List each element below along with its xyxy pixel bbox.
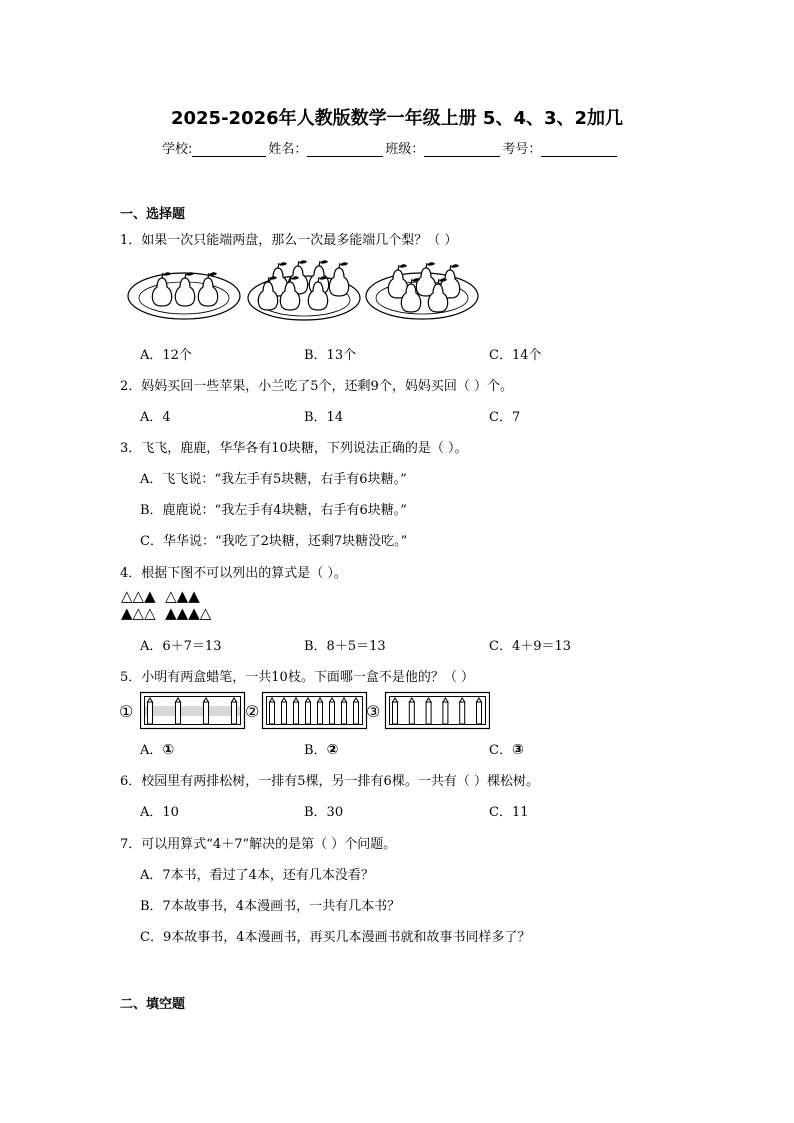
- q5-option-a-letter: A．: [140, 743, 163, 758]
- student-info-line: [162, 138, 619, 157]
- crayon: [148, 698, 153, 724]
- school-label: 学校:: [162, 142, 193, 157]
- pear-icon: [329, 262, 348, 296]
- q1-option-a[interactable]: A．12个: [140, 348, 192, 363]
- q1-option-b[interactable]: B．13个: [304, 348, 357, 363]
- q6-option-c[interactable]: C．11: [489, 805, 529, 820]
- school-blank[interactable]: [192, 142, 266, 157]
- q5-option-b-letter: B．: [304, 743, 327, 758]
- section-title-2: 二、填空题: [120, 997, 186, 1012]
- q5-option-b-mark: ②: [326, 742, 339, 758]
- exam-no-label: 考号：: [502, 142, 542, 157]
- triangles-row-1: △△▲ △▲▲: [121, 587, 200, 605]
- q4-option-c[interactable]: C．4＋9＝13: [489, 639, 572, 654]
- box-2-label: ②: [245, 702, 260, 721]
- crayon-boxes-figure: [140, 690, 490, 730]
- q5-option-c[interactable]: [489, 739, 524, 758]
- question-5: 5．小明有两盒蜡笔，一共10枝。下面哪一盒不是他的？（ ）: [120, 670, 474, 685]
- q1-option-c[interactable]: C．14个: [489, 348, 542, 363]
- question-4: 4．根据下图不可以列出的算式是（ ）。: [120, 566, 347, 581]
- exam-no-blank[interactable]: [541, 142, 617, 157]
- q2-option-c[interactable]: C．7: [489, 410, 521, 425]
- question-3: 3．飞飞，鹿鹿，华华各有10块糖，下列说法正确的是（ ）。: [120, 441, 468, 456]
- name-label: 姓名：: [268, 142, 308, 157]
- name-blank[interactable]: [307, 142, 383, 157]
- q7-option-c[interactable]: C．9本故事书，4本漫画书，再买几本漫画书就和故事书同样多了？: [140, 930, 531, 945]
- q3-option-c[interactable]: C．华华说：“我吃了2块糖，还剩7块糖没吃。”: [140, 534, 408, 549]
- crayon: [409, 698, 414, 724]
- crayon: [426, 698, 431, 724]
- q2-option-a[interactable]: A．4: [140, 410, 171, 425]
- pear-icon: [388, 264, 407, 298]
- crayon: [393, 698, 398, 724]
- crayon: [282, 698, 287, 724]
- q6-option-b[interactable]: B．30: [304, 805, 344, 820]
- plate-3: [366, 262, 478, 319]
- q5-option-c-letter: C．: [489, 743, 512, 758]
- crayon: [477, 698, 482, 724]
- crayon: [354, 698, 359, 724]
- q2-option-b[interactable]: B．14: [304, 410, 344, 425]
- crayon: [204, 698, 209, 724]
- plate-2: [248, 260, 360, 320]
- pear-plates-figure: [126, 260, 482, 326]
- q6-option-a[interactable]: A．10: [140, 805, 179, 820]
- plate-1: [128, 272, 240, 319]
- q3-option-b[interactable]: B．鹿鹿说：“我左手有4块糖，右手有6块糖。”: [140, 503, 407, 518]
- q4-option-a[interactable]: A．6＋7＝13: [140, 639, 222, 654]
- crayon-box-2: [263, 693, 367, 729]
- question-6: 6．校园里有两排松树，一排有5棵，另一排有6棵。一共有（ ）棵松树。: [120, 774, 539, 789]
- crayon: [318, 698, 323, 724]
- q4-option-b[interactable]: B．8＋5＝13: [304, 639, 386, 654]
- question-7: 7．可以用算式“4＋7”解决的是第（ ）个问题。: [120, 837, 397, 852]
- page-title: 2025-2026年人教版数学一年级上册 5、4、3、2加几: [170, 108, 624, 129]
- q7-option-b[interactable]: B．7本故事书，4本漫画书，一共有几本书？: [140, 899, 401, 914]
- crayon: [232, 698, 237, 724]
- crayon: [176, 698, 181, 724]
- class-blank[interactable]: [424, 142, 500, 157]
- crayon: [330, 698, 335, 724]
- question-2: 2．妈妈买回一些苹果，小兰吃了5个，还剩9个，妈妈买回（ ）个。: [120, 379, 513, 394]
- crayon: [294, 698, 299, 724]
- crayon-box-3: [386, 693, 490, 729]
- question-1: 1．如果一次只能端两盘，那么一次最多能端几个梨？（ ）: [120, 233, 458, 248]
- crayon: [460, 698, 465, 724]
- q5-option-a-mark: ①: [162, 742, 175, 758]
- crayon: [270, 698, 275, 724]
- class-label: 班级：: [385, 142, 425, 157]
- crayon: [443, 698, 448, 724]
- q3-option-a[interactable]: A．飞飞说：“我左手有5块糖，右手有6块糖。”: [140, 472, 407, 487]
- crayon: [342, 698, 347, 724]
- triangles-row-2: ▲△△ ▲▲▲△: [121, 604, 212, 622]
- section-title: 一、选择题: [120, 207, 186, 222]
- q5-option-b[interactable]: [304, 739, 338, 758]
- box-3-label: ③: [366, 702, 381, 721]
- q5-option-c-mark: ③: [511, 742, 524, 758]
- q5-option-a[interactable]: [140, 739, 174, 758]
- q7-option-a[interactable]: A．7本书，看过了4本，还有几本没看？: [140, 868, 374, 883]
- crayon-box-1: [141, 693, 245, 729]
- box-1-label: ①: [119, 702, 134, 721]
- crayon: [306, 698, 311, 724]
